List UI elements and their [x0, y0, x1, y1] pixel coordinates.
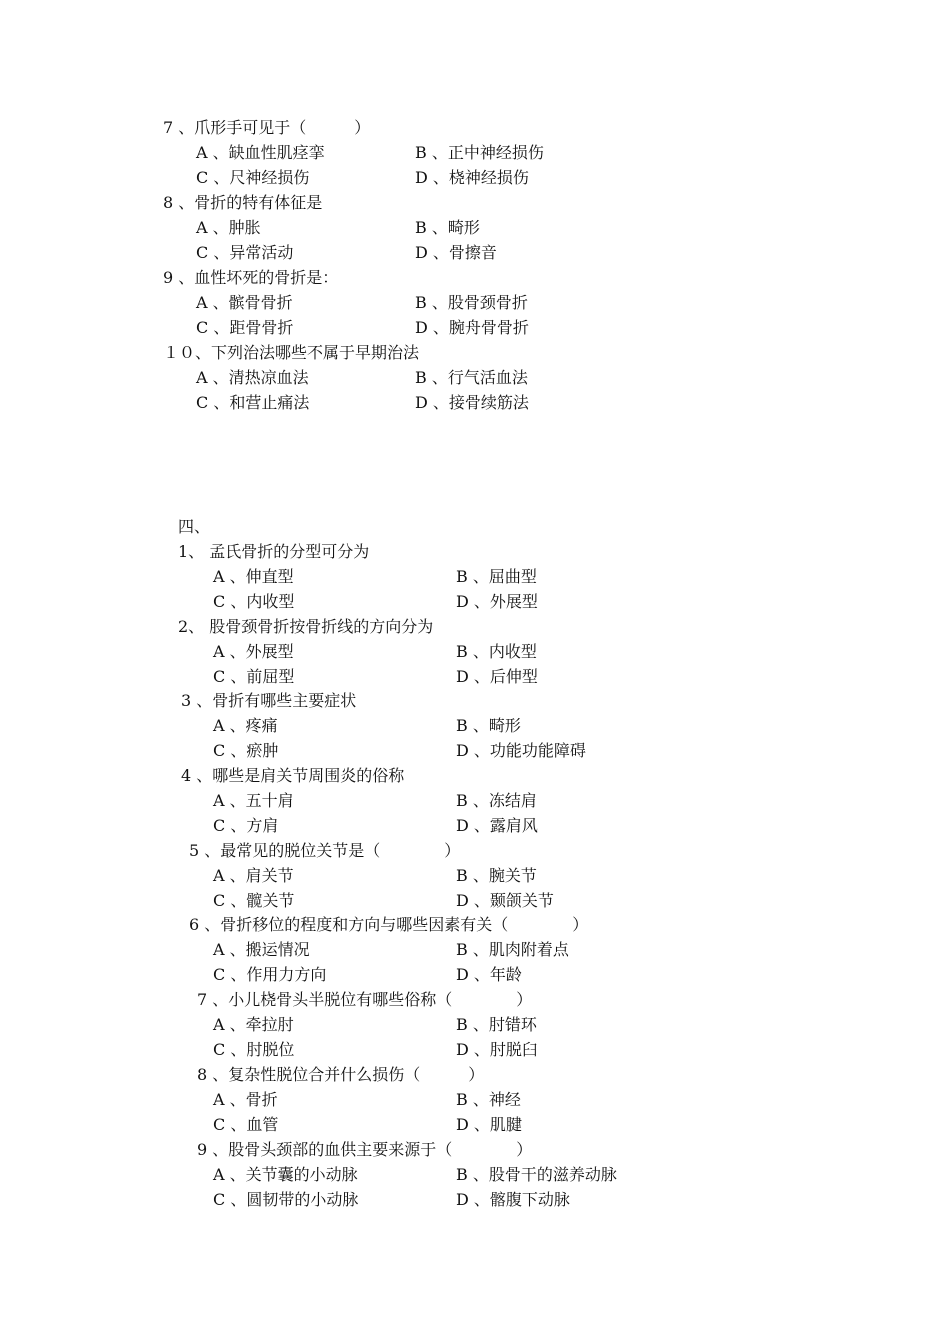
option-d: D 、颞颌关节	[456, 891, 554, 910]
question-text: 8 、骨折的特有体征是	[163, 193, 323, 212]
option-b: B 、神经	[456, 1090, 521, 1109]
option-b: B 、股骨干的滋养动脉	[456, 1165, 617, 1184]
option-b: B 、屈曲型	[456, 567, 537, 586]
option-c: C 、和营止痛法	[196, 393, 310, 412]
question-text: 7 、小儿桡骨头半脱位有哪些俗称（ ）	[197, 990, 533, 1009]
option-d: D 、桡神经损伤	[415, 168, 529, 187]
option-d: D 、肌腱	[456, 1115, 522, 1134]
option-c: C 、前屈型	[213, 667, 295, 686]
option-a: A 、肩关节	[213, 866, 294, 885]
question-text: 9 、股骨头颈部的血供主要来源于（ ）	[197, 1140, 533, 1159]
question-text: １０、下列治法哪些不属于早期治法	[163, 343, 420, 362]
option-d: D 、接骨续筋法	[415, 393, 529, 412]
option-d: D 、后伸型	[456, 667, 538, 686]
option-a: A 、肿胀	[196, 218, 261, 237]
option-d: D 、腕舟骨骨折	[415, 318, 529, 337]
question-text: 2、 股骨颈骨折按骨折线的方向分为	[178, 617, 434, 636]
option-a: A 、外展型	[213, 642, 294, 661]
question-text: 1、 孟氏骨折的分型可分为	[178, 542, 370, 561]
option-a: A 、骨折	[213, 1090, 278, 1109]
option-c: C 、血管	[213, 1115, 279, 1134]
option-a: A 、关节囊的小动脉	[213, 1165, 358, 1184]
option-c: C 、肘脱位	[213, 1040, 295, 1059]
option-d: D 、露肩风	[456, 816, 538, 835]
option-a: A 、缺血性肌痉挛	[196, 143, 325, 162]
option-a: A 、牵拉肘	[213, 1015, 294, 1034]
option-b: B 、畸形	[415, 218, 480, 237]
question-text: 3 、骨折有哪些主要症状	[181, 691, 357, 710]
section-title: 四、	[178, 517, 211, 536]
option-a: A 、疼痛	[213, 716, 278, 735]
option-c: C 、圆韧带的小动脉	[213, 1190, 359, 1209]
option-a: A 、伸直型	[213, 567, 294, 586]
option-c: C 、尺神经损伤	[196, 168, 310, 187]
option-d: D 、功能功能障碍	[456, 741, 586, 760]
option-c: C 、方肩	[213, 816, 279, 835]
option-a: A 、髌骨骨折	[196, 293, 293, 312]
option-b: B 、畸形	[456, 716, 521, 735]
question-text: 9 、血性坏死的骨折是：	[163, 268, 339, 287]
question-text: 5 、最常见的脱位关节是（ ）	[189, 841, 461, 860]
option-c: C 、瘀肿	[213, 741, 279, 760]
option-c: C 、髋关节	[213, 891, 295, 910]
option-d: D 、肘脱臼	[456, 1040, 538, 1059]
option-b: B 、肌肉附着点	[456, 940, 569, 959]
option-b: B 、腕关节	[456, 866, 537, 885]
option-d: D 、外展型	[456, 592, 538, 611]
question-text: 4 、哪些是肩关节周围炎的俗称	[181, 766, 405, 785]
option-b: B 、行气活血法	[415, 368, 528, 387]
option-c: C 、异常活动	[196, 243, 294, 262]
option-b: B 、肘错环	[456, 1015, 537, 1034]
option-a: A 、清热凉血法	[196, 368, 309, 387]
question-text: 6 、骨折移位的程度和方向与哪些因素有关（ ）	[189, 915, 589, 934]
option-b: B 、内收型	[456, 642, 537, 661]
option-a: A 、五十肩	[213, 791, 294, 810]
question-text: 8 、复杂性脱位合并什么损伤（ ）	[197, 1065, 485, 1084]
option-d: D 、骨擦音	[415, 243, 497, 262]
option-c: C 、作用力方向	[213, 965, 327, 984]
option-c: C 、距骨骨折	[196, 318, 294, 337]
option-d: D 、髂腹下动脉	[456, 1190, 570, 1209]
option-b: B 、股骨颈骨折	[415, 293, 528, 312]
option-b: B 、正中神经损伤	[415, 143, 544, 162]
option-d: D 、年龄	[456, 965, 522, 984]
question-text: 7 、爪形手可见于（ ）	[163, 118, 371, 137]
option-a: A 、搬运情况	[213, 940, 310, 959]
option-b: B 、冻结肩	[456, 791, 537, 810]
option-c: C 、内收型	[213, 592, 295, 611]
